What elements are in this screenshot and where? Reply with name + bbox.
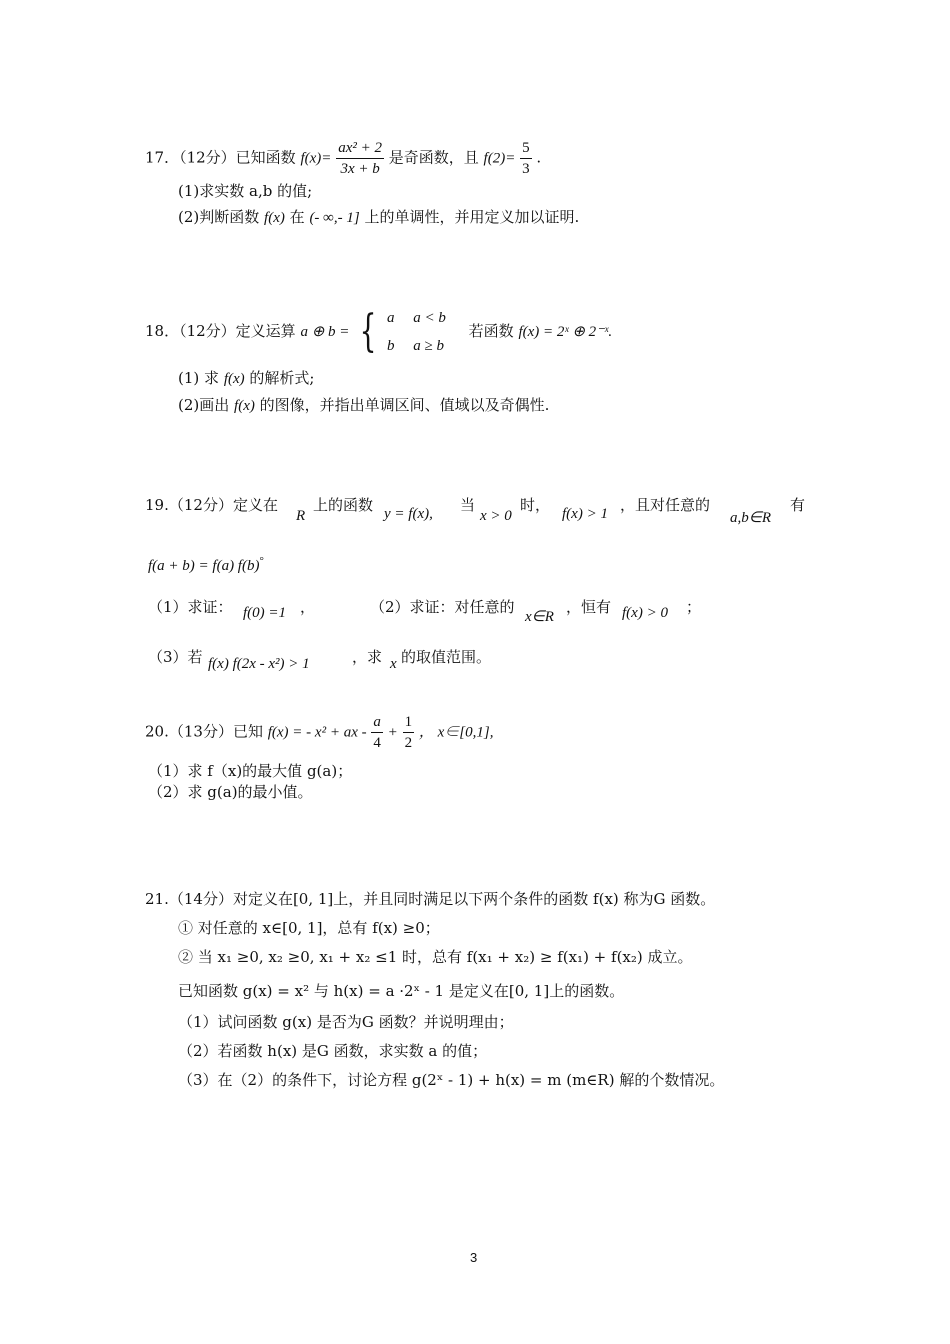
q18-case2: b a ≥ b (386, 338, 444, 354)
q19-yfx: y = f(x), (384, 506, 433, 522)
q17-part2-c: 上的单调性，并用定义加以证明. (364, 208, 580, 226)
q19-t4: ，且对任意的 (620, 496, 711, 514)
q17-part2-a: (2)判断函数 (178, 208, 260, 226)
q17-fraction (336, 138, 384, 179)
q17-part2-b: 在 (289, 208, 305, 226)
q18-part2 (178, 394, 549, 415)
q17-end: . (536, 148, 542, 167)
q20-part2: （2）求 g(a)的最小值。 (148, 783, 313, 801)
q19-part3-b: ，求 (352, 648, 383, 666)
q17-part2-interval: (- ∞,- 1] (309, 210, 360, 226)
q17-fraction2 (520, 138, 532, 179)
q20-fx: f(x) = - x² + ax - (267, 724, 367, 741)
q19-part2-c: ； (686, 598, 702, 616)
q18-case1: a a < b (386, 310, 446, 326)
q18-line (145, 304, 612, 360)
q19-eq-text: f(a + b) = f(a) f(b) (148, 558, 260, 574)
q19-part2-a: （2）求证：对任意的 (370, 598, 515, 616)
q19-part3-x: x (390, 656, 397, 672)
q19-t1: 上的函数 (313, 496, 374, 514)
q18-part1-a: (1) 求 (178, 369, 220, 387)
q17-head: 17．（12分）已知函数 (145, 148, 296, 167)
q17-part1: (1)求实数 a,b 的值; (178, 182, 313, 200)
q18-part2-f: f(x) (234, 398, 255, 414)
q19-part3-c: 的取值范围。 (401, 648, 492, 666)
q20-head: 20.（13分）已知 (145, 722, 263, 741)
q19-part1-a: （1）求证： (148, 598, 233, 616)
q19-t3: 时， (520, 496, 551, 514)
q19-xg0: x > 0 (480, 508, 512, 524)
q18-part1 (178, 367, 314, 388)
q18-head: 18．（12分）定义运算 (145, 322, 296, 340)
q18-mid: 若函数 (468, 322, 514, 340)
q20-numerator1: a (371, 712, 383, 733)
q21-part1: （1）试问函数 g(x) 是否为G 函数？并说明理由； (178, 1013, 514, 1031)
page-number: 3 (470, 1250, 478, 1265)
q18-cases (387, 304, 446, 360)
q17-denominator: 3x + b (340, 161, 380, 177)
q21-cond1: ① 对任意的 x∈[0, 1]，总有 f(x) ≥0； (178, 919, 440, 937)
q20-denominator1: 4 (373, 735, 381, 751)
q19-head: 19.（12分）定义在 (145, 496, 278, 514)
q21-head: 21.（14分）对定义在[0, 1]上，并且同时满足以下两个条件的函数 f(x) 称为G 函数。 (145, 890, 716, 908)
q20-domain: ， x∈[0,1], (418, 724, 494, 741)
q20-part1: （1）求 f（x)的最大值 g(a)； (148, 762, 353, 780)
q18-fx: f(x) = 2ˣ ⊕ 2⁻ˣ. (518, 324, 613, 340)
q20-numerator2: 1 (403, 712, 415, 733)
q19-eq (148, 555, 264, 575)
q17-fx: f(x)= (300, 150, 332, 167)
q19-t2: 当 (460, 496, 476, 514)
q19-part3-eq: f(x) f(2x - x²) > 1 (208, 656, 310, 672)
q17-line (145, 138, 541, 179)
q19-R: R (296, 508, 306, 524)
q19-t5: 有 (790, 496, 806, 514)
q19-part2-x: x∈R (525, 609, 554, 625)
q19-part1-eq: f(0) =1 (243, 605, 287, 621)
q21-given: 已知函数 g(x) = x² 与 h(x) = a ·2ˣ - 1 是定义在[0, 1]上的函数。 (178, 982, 625, 1000)
q20-denominator2: 2 (404, 735, 413, 751)
q17-numerator: ax² + 2 (336, 138, 384, 159)
q21-cond2: ② 当 x₁ ≥0, x₂ ≥0, x₁ + x₂ ≤1 时，总有 f(x₁ + x₂) ≥ f(x₁) + f(x₂) 成立。 (178, 948, 693, 966)
q18-op: a ⊕ b = (300, 324, 350, 340)
q20-fraction1 (371, 712, 383, 753)
q17-part2 (178, 206, 579, 227)
q21-part2: （2）若函数 h(x) 是G 函数，求实数 a 的值； (178, 1042, 488, 1060)
q21-part3: （3）在（2）的条件下，讨论方程 g(2ˣ - 1) + h(x) = m (m∈R) 解的个数情况。 (178, 1071, 725, 1089)
q19-part1-c: ， (300, 598, 316, 616)
q18-part2-b: 的图像，并指出单调区间、值域以及奇偶性. (259, 396, 550, 414)
q18-part2-a: (2)画出 (178, 396, 230, 414)
q17-mid: 是奇函数，且 (388, 148, 479, 167)
q19-deg: ° (259, 555, 264, 567)
q17-part2-f: f(x) (264, 210, 285, 226)
q20-plus: + (387, 724, 398, 741)
q17-numerator2: 5 (520, 138, 532, 159)
q17-f2: f(2)= (483, 150, 516, 167)
q19-part3-a: （3）若 (148, 648, 203, 666)
q19-part2-b: ，恒有 (566, 598, 612, 616)
q19-abR: a,b∈R (730, 510, 771, 526)
q19-fx1: f(x) > 1 (562, 506, 608, 522)
q18-part1-b: 的解析式; (249, 369, 315, 387)
q20-line (145, 712, 493, 753)
q20-fraction2 (403, 712, 415, 753)
q18-brace-icon: { (359, 306, 377, 357)
q17-denominator2: 3 (522, 161, 530, 177)
q18-part1-f: f(x) (223, 371, 245, 387)
q19-part2-eq: f(x) > 0 (622, 605, 668, 621)
